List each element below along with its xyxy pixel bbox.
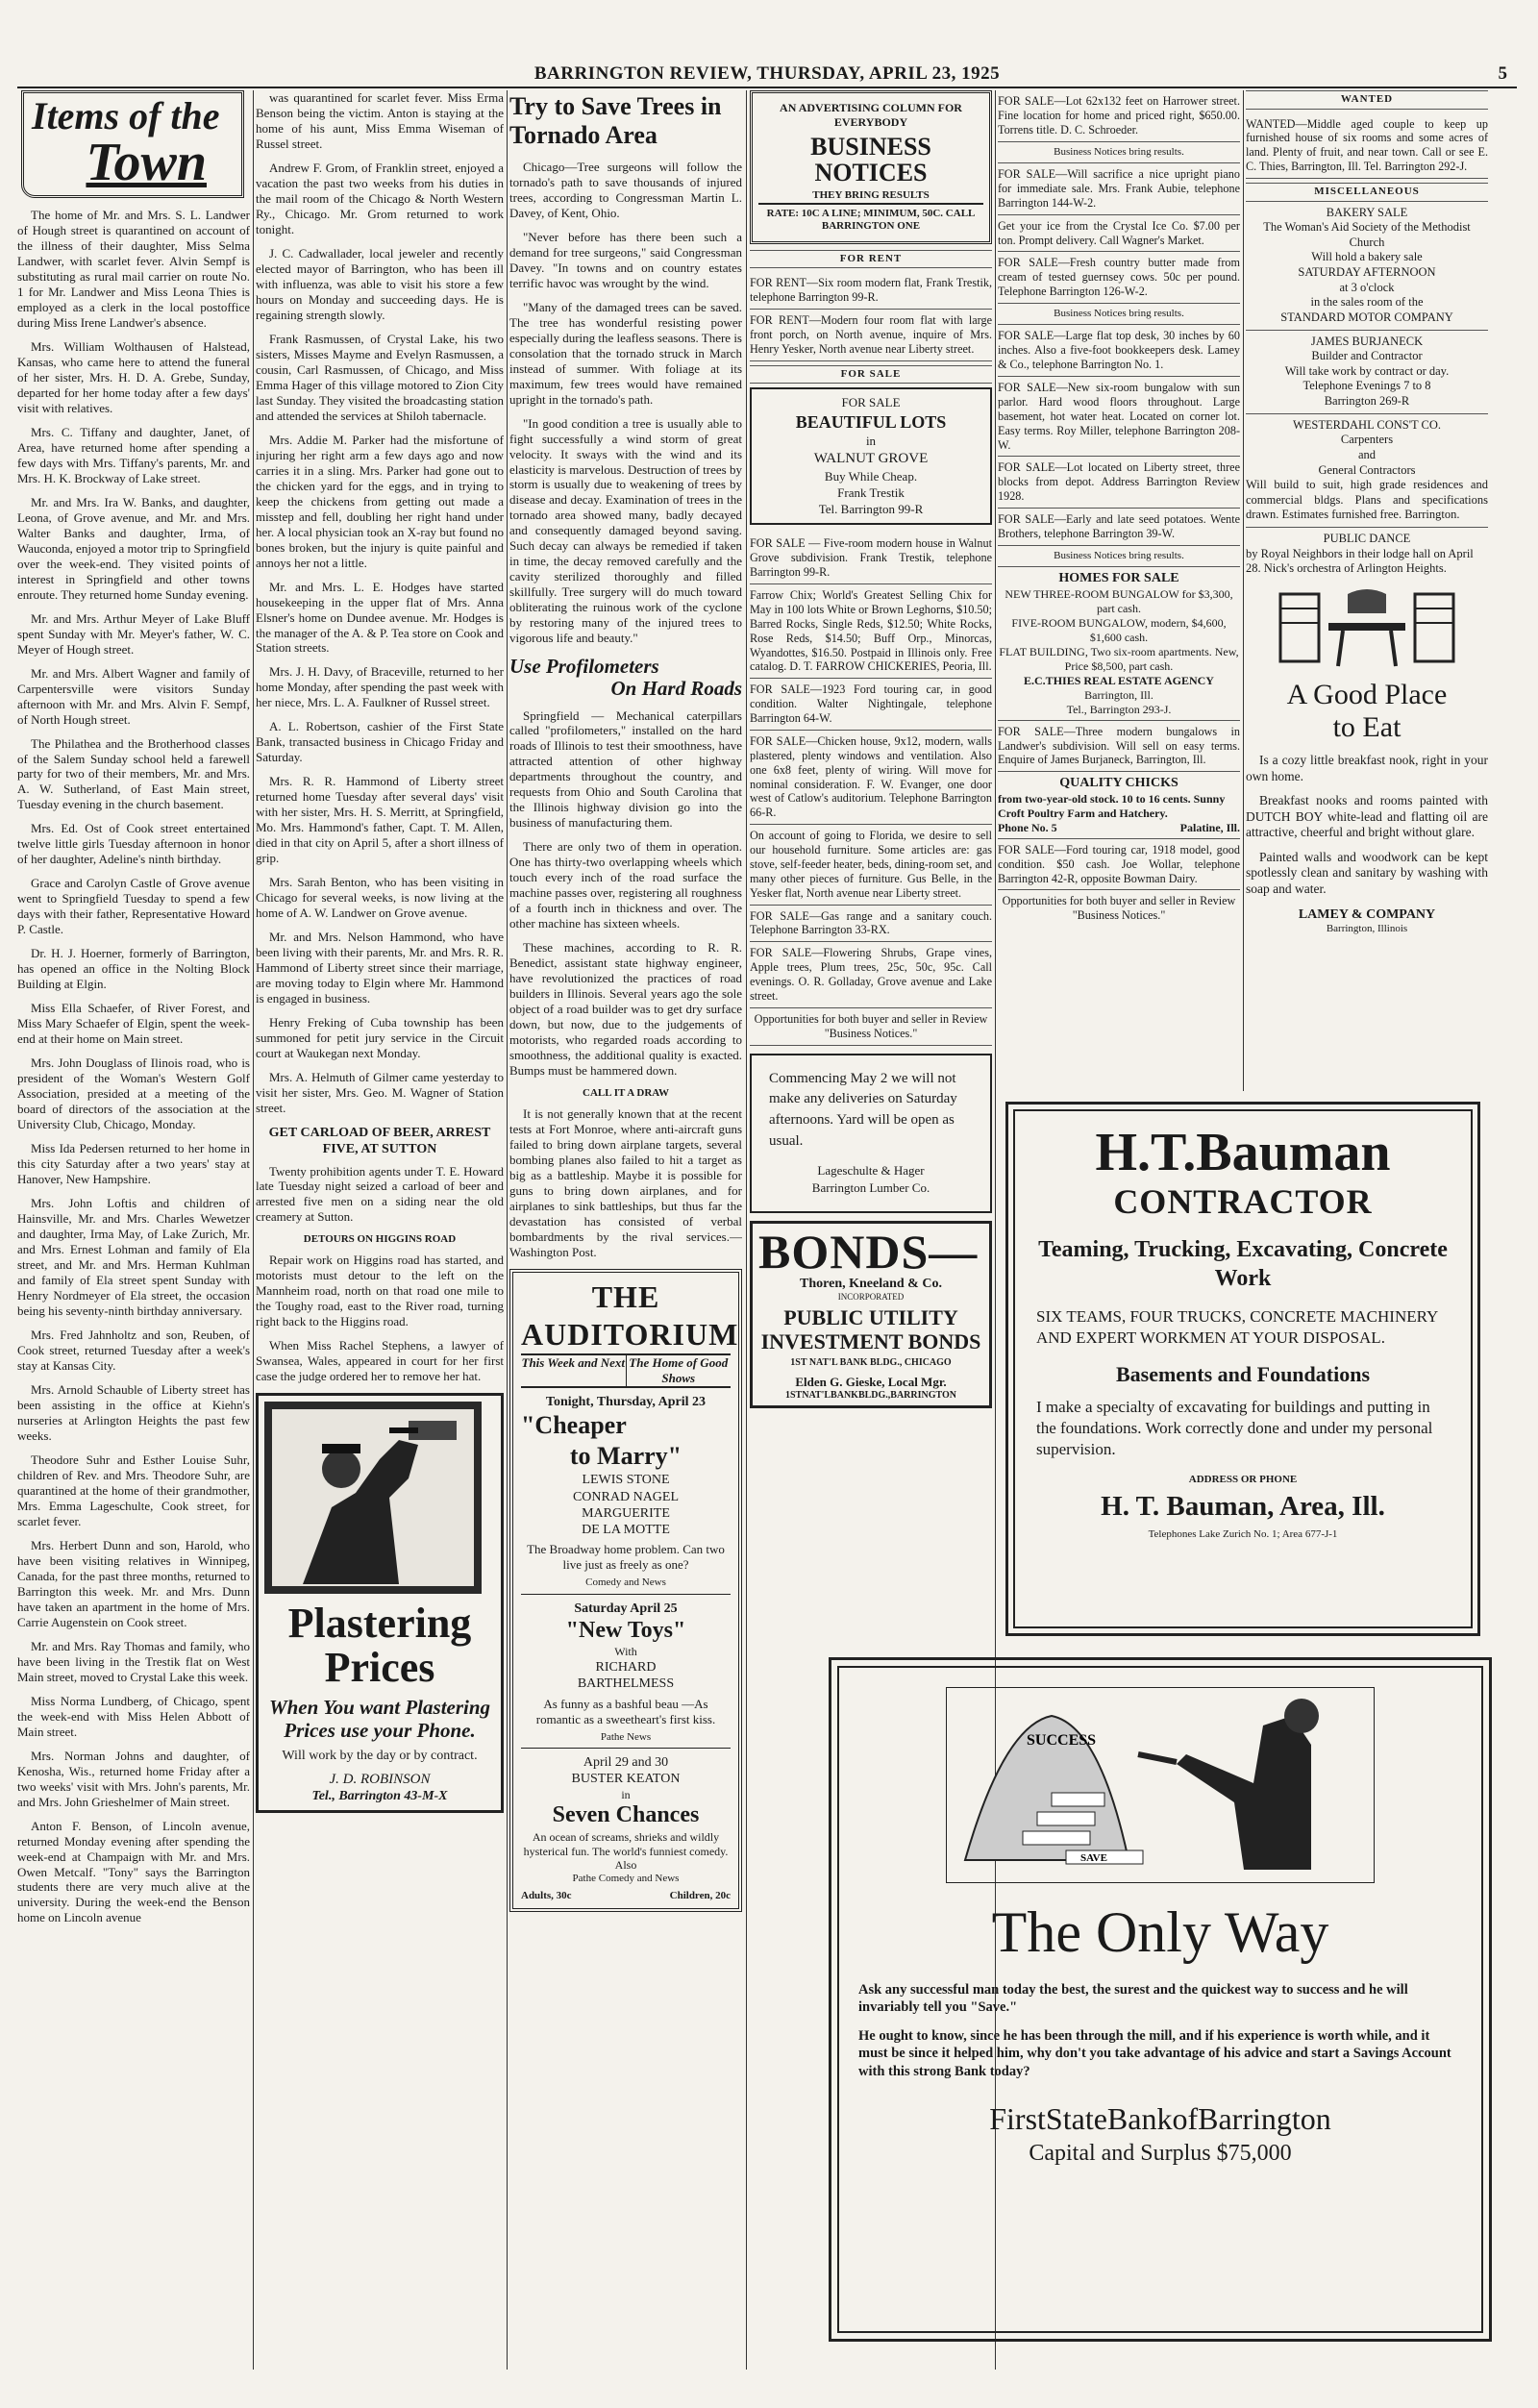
town-item: The home of Mr. and Mrs. S. L. Landwer of Hough street is quarantined on account of the illness of their daughter, Miss Selma Landwer, with scarlet fever. Alvin Sempf is substituting as rural mail carrier on route No. 1 for Mr. Landwer and Miss Leona Thies is employed as a clerk in the local postoffice during Miss Irene Landwer's absence. [17,208,250,330]
town-item: Mr. and Mrs. Ray Thomas and family, who have been living in the Trestik flat on West Main street, moved to Crystal Lake this week. [17,1638,250,1684]
classified-item: FOR SALE—Ford touring car, 1918 model, good condition. $50 cash. Joe Wollar, telephone Barrington 42-R, opposite Bowman Dairy. [998,839,1240,891]
results-note: Business Notices bring results. [998,546,1240,567]
show1-date: Tonight, Thursday, April 23 [545,1395,707,1410]
homes-for-sale-ad [998,567,1240,721]
lumber-sig2: Barrington Lumber Co. [811,1180,930,1196]
plasterer-name: J. D. ROBINSON [329,1771,431,1787]
for-sale-item: FOR SALE—1923 Ford touring car, in good condition. Walter Nightingale, telephone Barrington 64-W. [750,679,992,731]
walnut-grove-lots-ad [750,387,992,525]
jb-l5: Barrington 269-R [1324,394,1410,409]
town-item: Mrs. Ed. Ost of Cook street entertained twelve little girls Tuesday afternoon in honor of her daughter, Adeline's ninth birthday. [17,821,250,867]
masthead-title: BARRINGTON REVIEW, THURSDAY, APRIL 23, 1925 [533,63,1001,84]
bake-l4: SATURDAY AFTERNOON [1298,265,1436,280]
draw-text: It is not generally known that at the recent tests at Fort Monroe, where anti-aircraft guns failed to bring down airplane targets, several bombing planes also failed to hit a target as big as a battleship. Maybe it is possible for guns to bring down airplanes, and for airplanes to sink battleships, but thus far the devastation has consisted of verbal bombardments by the rival services.—Washington Post. [509,1105,742,1259]
bonds-addr: 1ST NAT'L BANK BLDG., CHICAGO [790,1356,952,1368]
dance-head: PUBLIC DANCE [1323,532,1411,546]
town-item: Anton F. Benson, of Lincoln avenue, returned Monday evening after spending the week-end at Champaign with Mr. and Mrs. Owen Metcalf. "Tony" says the Barrington students there are very much alive at the university. During the week-end the Benson home on Lincoln avenue [17,1818,250,1925]
chicks-phone: Phone No. 5 [998,820,1057,834]
show3-star: BUSTER KEATON [571,1772,681,1787]
town-item: Mrs. John Loftis and children of Hainsville, Mr. and Mrs. Charles Wewetzer and daughter, Irma May, of Lake Zurich, Mr. and Mrs. Ernest Lohman and family of Ela street, and Mr. and Mrs. Herman Kuhlman and family of Ela street spent Sunday with Henry Nordmeyer of Ela street, the occasion being his seventy-ninth birthday anniversary. [17,1196,250,1318]
local-item: Mrs. Addie M. Parker had the misfortune of injuring her right arm a few days ago and now carries it in a sling. Mrs. Parker had gone out to the chicken yard for the eggs, and in trying to keep the chickens from getting out made a misstep and fell, doubling her right hand under her. A local physician took an X-ray but found no bones broken, but the injury is quite painful and annoys her not a little. [256,432,504,570]
bonds-inc: INCORPORATED [837,1292,905,1303]
bauman-address: H. T. Bauman, Area, Ill. [1101,1491,1385,1523]
tornado-paragraph: "Never before has there been such a demand for tree surgeons," said Congressman Davey. "In towns and on country estates terrific havoc was wrought by the wind. [509,229,742,290]
classified-item: Get your ice from the Crystal Ice Co. $7.00 per ton. Prompt delivery. Call Wagner's Market. [998,215,1240,253]
bonds-ad [750,1221,992,1408]
homes-t1: NEW THREE-ROOM BUNGALOW for $3,300, part cash. [1005,586,1233,615]
lamey-sig: LAMEY & COMPANY [1298,906,1436,922]
bakery-sale-notice [1246,206,1488,331]
dance-text: by Royal Neighbors in their lodge hall on April 28. Nick's orchestra of Arlington Heights. [1246,546,1474,576]
wc-l3: and [1357,447,1377,461]
bauman-address-label: ADDRESS OR PHONE [1188,1474,1298,1486]
town-item: Mrs. John Douglass of Ilinois road, who is president of the Woman's Western Golf Association, presided at a meeting of the board of directors of the association at the University Club, Chicago, Monday. [17,1055,250,1132]
show3-desc: An ocean of screams, shrieks and wildly hysterical fun. The world's funniest comedy. Also [523,1829,729,1873]
homes-head: HOMES FOR SALE [1058,571,1179,586]
for-rent-label: FOR RENT [750,250,992,269]
plastering-sub: When You want Plastering Prices use your Phone. [268,1696,491,1743]
bonds-mgr: Elden G. Gieske, Local Mgr. [795,1375,947,1390]
local-item: Frank Rasmussen, of Crystal Lake, his two sisters, Misses Mayme and Evelyn Rasmussen, a cousin, Carl Rasmussen, of Chicago, and Miss Emma Hager of this village motored to Zion City last Sunday. They visited the broadcasting station and attended the services at Shiloh tabernacle. [256,331,504,423]
local-item: Henry Freking of Cuba township has been summoned for petit jury service in the Circuit court at Waukegan next Monday. [256,1015,504,1061]
bauman-contractor-ad [1005,1102,1480,1636]
for-sale-item: On account of going to Florida, we desire to sell our household furniture. Some articles are: gas stove, self-feeder heater, beds, dining-room set, and many other pieces of furniture. Gus Belle, in the Yesker flat, North avenue near Liberty street. [750,825,992,905]
business-notices-banner [750,90,992,244]
lamey-city: Barrington, Illinois [1326,922,1408,934]
local-item: Andrew F. Grom, of Franklin street, enjoyed a vacation the past two weeks from his duties in the mail room of the Chicago & North Western Ry., Chicago. Mr. Grom returned to work tonight. [256,160,504,236]
column-rule [746,90,747,2370]
town-item: Mrs. Norman Johns and daughter, of Kenosha, Wis., returned home Friday after a two weeks' visit with Mrs. John's parents, Mr. and Mrs. John Grieshelmer of Main street. [17,1748,250,1809]
good-place-h1: A Good Place [1286,678,1448,710]
results-note: Business Notices bring results. [998,142,1240,163]
plastering-ad [256,1393,504,1814]
lots-l5: Buy While Cheap. [824,468,918,484]
profilometer-paragraph: There are only two of them in operation. One has thirty-two overlapping wheels which touch every inch of the road surface the machine passes over, registering all roughness of a fourth inch in thickness and over. The other machine has sixteen wheels. [509,839,742,931]
classified-item: FOR SALE—New six-room bungalow with sun parlor. Hard wood floors throughout. Large basement, hot water heat. Located on corner lot. Easy terms. Roy Miller, telephone Barrington 208-W. [998,377,1240,457]
classified-item: FOR SALE—Lot 62x132 feet on Harrower street. Fine location for home and priced right, $650.00. Torrens title. D. C. Schroeder. [998,90,1240,142]
opportunities-note: Opportunities for both buyer and seller in Review "Business Notices." [750,1008,992,1046]
local-item: Mr. and Mrs. Nelson Hammond, who have been living with their parents, Mr. and Mrs. R. R. Hammond of Liberty street since their marriage, are moving today to Elgin where Mr. Hammond is engaged in business. [256,930,504,1006]
local-item: Mrs. Sarah Benton, who has been visiting in Chicago for several weeks, is now living at the home of A. W. Landwer on Grove avenue. [256,875,504,921]
jb-l4: Telephone Evenings 7 to 8 [1302,379,1431,393]
lots-l4: WALNUT GROVE [813,451,929,467]
logo-line1: Items of the [32,94,220,137]
auditorium-name: THE AUDITORIUM [521,1278,731,1356]
bake-l7: STANDARD MOTOR COMPANY [1280,310,1453,324]
bonds-title: BONDS— [758,1225,979,1279]
wc-l4: General Contractors [1318,462,1416,477]
town-item: Mrs. C. Tiffany and daughter, Janet, of Area, have returned home after spending a few days with Mrs. Tiffany's parents, Mr. and Mrs. H. K. Brockway of Lake street. [17,424,250,485]
column-rule [507,90,508,2370]
show3-extra: Pathe Comedy and News [572,1873,680,1885]
plastering-body: Will work by the day or by contract. [282,1749,478,1764]
good-place-p2: Breakfast nooks and rooms painted with DUTCH BOY white-lead and flatting oil are attractive, cheerful and bright without glare. [1246,793,1488,840]
town-item: Mrs. Herbert Dunn and son, Harold, who have been visiting relatives in Winnipeg, Canada, for the past three months, returned to Barrington this week. Mr. and Mrs. Dunn have taken an apartment in the home of Mrs. Carrie Augenstein on Cook street. [17,1537,250,1629]
bake-l5: at 3 o'clock [1339,280,1395,294]
only-way-title: The Only Way [991,1900,1329,1964]
draw-headline: CALL IT A DRAW [583,1087,669,1100]
homes-tel: Tel., Barrington 293-J. [1066,702,1172,716]
westerdahl-notice [1246,414,1488,528]
lots-l3: in [865,434,877,449]
lots-l7: Tel. Barrington 99-R [818,501,924,516]
classified-item: FOR SALE—Large flat top desk, 30 inches by 60 inches. Also a five-foot bookkeepers desk. Lamey & Co., telephone Barrington No. 1. [998,325,1240,377]
town-item: Theodore Suhr and Esther Louise Suhr, children of Rev. and Mrs. Theodore Suhr, are quarantined at the home of their grandmother, Mrs. Emma Lageschulte, Cook street, for scarlet fever. [17,1452,250,1528]
for-sale-item: FOR SALE—Gas range and a sanitary couch. Telephone Barrington 33-RX. [750,906,992,943]
opportunities-note: Opportunities for both buyer and seller in Review "Business Notices." [1002,894,1236,923]
column-items-of-the-town [17,90,250,2370]
success-staircase-illustration-icon [946,1687,1375,1883]
bauman-body: I make a specialty of excavating for buildings and putting in the foundations. Work correctly done and under my personal supervision. [1036,1397,1433,1459]
show2-desc: As funny as a bashful beau —As romantic as a sweetheart's first kiss. [535,1696,716,1726]
show2-with: With [614,1645,637,1659]
show3-date: April 29 and 30 [583,1755,669,1771]
town-item: The Philathea and the Brotherhood classes of the Salem Sunday school held a farewell party for two of their members, Mr. and Mrs. A. W. Sutherland, of East Main street, Tuesday evening in the church basement. [17,735,250,812]
items-of-the-town-logo [21,90,244,198]
town-item: Mrs. William Wolthausen of Halstead, Kansas, who came here to attend the funeral of her sister, Mrs. H. D. A. Grebe, Sunday, departed for her home today after a few days' visit with relatives. [17,338,250,415]
classified-item: FOR SALE—Lot located on Liberty street, three blocks from depot. Address Barrington Review 1928. [998,457,1240,509]
show1-title-a: "Cheaper [521,1411,627,1440]
auditorium-tag-right: The Home of Good Shows [629,1355,729,1386]
jb-l1: JAMES BURJANECK [1310,334,1424,348]
bauman-name: H.T.Bauman [1095,1123,1391,1182]
profilometer-story [509,708,742,1080]
first-state-bank-ad [829,1657,1492,2342]
chicks-place: Palatine, Ill. [1179,820,1240,834]
local-item: was quarantined for scarlet fever. Miss Erma Benson being the victim. Anton is staying at the home of his aunt, Miss Emma Wiseman of Russel street. [256,90,504,151]
bank-capital: Capital and Surplus $75,000 [1029,2140,1292,2166]
plasterer-illustration-icon [264,1402,482,1594]
beer-arrest-text: Twenty prohibition agents under T. E. Howard late Tuesday night seized a carload of beer and arrested five men on a siding near the old creamery at Sutton. [256,1163,504,1225]
stephens-text: When Miss Rachel Stephens, a lawyer of Swansea, Wales, appeared in court for her first case the judge ordered her to remove her hat. [256,1337,504,1383]
classified-item: FOR SALE—Will sacrifice a nice upright piano for immediate sale. Mrs. Frank Aubie, telephone Barrington 144-W-2. [998,163,1240,215]
wanted-label: WANTED [1246,90,1488,110]
breakfast-nook-icon [1271,584,1463,671]
bn-top: AN ADVERTISING COLUMN FOR EVERYBODY [780,101,962,129]
town-items-list [17,208,250,1925]
local-item: Mr. and Mrs. L. E. Hodges have started housekeeping in the upper flat of Mrs. Anna Elsner's home on Dundee avenue. Mr. Hodges is the manager of the A. & P. Tea store on Cook and Station streets. [256,579,504,656]
town-item: Mr. and Mrs. Ira W. Banks, and daughter, Leona, of Grove avenue, and Mr. and Mrs. Walter Banks and daughter, Irma, of Wauconda, enjoyed a motor trip to Springfield over the week-end. They visited points of interest in Springfield and other towns enroute. They returned home Sunday evening. [17,494,250,602]
column-rule [253,90,254,2370]
chicks-head: QUALITY CHICKS [1059,776,1178,791]
local-item: J. C. Cadwallader, local jeweler and recently elected mayor of Barrington, who has been ill with influenza, was able to visit his store a few hours on Monday and succeeding days. He is regaining strength slowly. [256,245,504,322]
admission-adults: Adults, 30c [521,1889,572,1901]
bank-para2: He ought to know, since he has been through the mill, and if his experience is worth while, and it must be since it helped him, why don't you take advantage of his advice and start a Savings Account with this strong Bank today? [858,2028,1451,2079]
for-sale-list [750,533,992,1007]
column-wanted-misc [1246,90,1488,1091]
town-item: Mrs. Fred Jahnholtz and son, Reuben, of Cook street, returned Tuesday after a week's stay at Kansas City. [17,1327,250,1373]
tornado-paragraph: "In good condition a tree is usually able to fight successfully a wind storm of great velocity. It sways with the wind and its elasticity is marvelous. Destruction of trees by storm is usually due to weakening of trees by disease and decay. Examination of trees in the tornado area showed many, badly decayed and consequently damaged beyond saving. Such decay can always be remedied if taken in time, the decay removed carefully and the cavity sterilized thoroughly and filled skillfully. Tree surgery will do much toward obliterating the ruinous work of the cyclone by restoring many of the injured trees to vigorous life and beauty." [509,415,742,646]
prices-title: Prices [324,1644,435,1692]
good-place-headline [1246,679,1488,745]
for-rent-item: FOR RENT—Modern four room flat with large front porch, on North avenue, inquire of Mrs. Henry Yesker, North avenue near Liberty street. [750,310,992,361]
tornado-story [509,160,742,647]
homes-t3: FLAT BUILDING, Two six-room apartments. New, Price $8,500, part cash. [999,644,1239,673]
profilometer-head2: On Hard Roads [610,677,742,701]
column-three [509,90,742,2370]
bauman-title: CONTRACTOR [1113,1181,1373,1221]
auditorium-ad [509,1269,742,1913]
misc-label: MISCELLANEOUS [1246,183,1488,202]
bonds-mgr-addr: 1STNAT'LBANKBLDG.,BARRINGTON [785,1390,956,1402]
bauman-basements: Basements and Foundations [1115,1361,1371,1386]
town-item: Miss Norma Lundberg, of Chicago, spent the week-end with Miss Helen Abbott of Main street. [17,1693,250,1739]
bake-l1: BAKERY SALE [1326,205,1408,219]
column-rule [1243,90,1244,1091]
for-sale-item: FOR SALE—Flowering Shrubs, Grape vines, Apple trees, Plum trees, 25c, 50c, 95c. Call evenings. O. R. Golladay, Grove avenue and Lake street. [750,942,992,1008]
bank-name: FirstStateBankofBarrington [989,2100,1331,2136]
bn-title: BUSINESS NOTICES [810,132,931,186]
local-items-list [256,90,504,1116]
for-sale-item: FOR SALE—Chicken house, 9x12, modern, walls plastered, plenty windows and ventilation. Also one 6x8 feet, plenty of wiring. Will move for nominal consideration. F. W. Evanger, one door west of Catlow's auditorium. Telephone Barrington 66-R. [750,731,992,825]
good-place-p3: Painted walls and woodwork can be kept spotlessly clean and sanitary by washing with soap and water. [1246,849,1488,897]
auditorium-tag-left: This Week and Next [521,1355,627,1386]
detour-text: Repair work on Higgins road has started, and motorists must detour to the left on the Mannheim road, north on that road one mile to the Toughy road, east to the River road, turning right back to the Higgins road. [256,1252,504,1328]
for-rent-list [750,272,992,360]
for-rent-item: FOR RENT—Six room modern flat, Frank Trestik, telephone Barrington 99-R. [750,272,992,310]
column-classifieds [998,90,1240,1091]
for-sale-item: Farrow Chix; World's Greatest Selling Chix for May in 100 lots White or Brown Leghorns, $10.50; Barred Rocks, Single Reds, $12.50; White Rocks, Rose Reds, $14.50; Buff Orp., Minorcas, Wyandottes, $16.50. Postpaid in Illinois only. Free catalog. D. T. FARROW CHICKERIES, Peoria, Ill. [750,584,992,679]
homes-t2: FIVE-ROOM BUNGALOW, modern, $4,600, $1,600 cash. [1011,615,1227,644]
town-item: Miss Ella Schaefer, of River Forest, and Miss Mary Schaefer of Elgin, spent the week-end at their home on Main street. [17,1001,250,1047]
wc-l2: Carpenters [1340,433,1394,447]
bonds-pu1: PUBLIC UTILITY [783,1305,958,1330]
lots-l6: Frank Trestik [837,484,905,500]
wc-l1: WESTERDAHL CONS'T CO. [1293,417,1441,432]
tornado-paragraph: "Many of the damaged trees can be saved. The tree has wonderful resisting power especially during the leafless seasons. There is consolation that the tornado struck in March instead of summer. With foliage at its maximum, few trees would have remained upright in the tornado's path. [509,299,742,407]
column-two [256,90,504,2370]
bn-rate: RATE: 10C A LINE; MINIMUM, 50C. CALL BARRINGTON ONE [758,203,983,234]
save-step-label: SAVE [1080,1852,1107,1864]
success-label: SUCCESS [1027,1732,1097,1749]
lots-l1: FOR SALE [841,395,901,410]
plastering-title: Plastering [287,1599,472,1647]
burjaneck-notice [1246,331,1488,414]
local-item: Mrs. R. R. Hammond of Liberty street returned home Tuesday after several days' visit with her sister, Mrs. H. S. Merritt, at Springfield, Mo. Mrs. Hammond's father, Capt. T. M. Allen, died in that city on April 5, after a short illness of grip. [256,774,504,866]
jb-l2: Builder and Contractor [1311,349,1423,363]
lots-l2: BEAUTIFUL LOTS [795,411,947,432]
show1-desc: The Broadway home problem. Can two live just as freely as one? [527,1542,725,1573]
town-item: Miss Ida Pedersen returned to her home in this city Saturday after a two years' stay at Hanover, New Hampshire. [17,1141,250,1187]
bauman-services: Teaming, Trucking, Excavating, Concrete Work [1038,1236,1448,1291]
bonds-firm: Thoren, Kneeland & Co. [800,1277,942,1292]
bauman-teams: SIX TEAMS, FOUR TRUCKS, CONCRETE MACHINERY AND EXPERT WORKMEN AT YOUR DISPOSAL. [1036,1306,1438,1347]
wanted-item: WANTED—Middle aged couple to keep up furnished house of six rooms and some acres of land. Plenty of fruit, and near town. Call or see E. C. Thies, Barrington, Ill. Tel. Barrington 292-J. [1246,113,1488,180]
lumber-notice-ad [750,1054,992,1214]
show2-star: RICHARD BARTHELMESS [577,1660,675,1692]
town-item: Grace and Carolyn Castle of Grove avenue went to Springfield Tuesday to spend a few days with their father, Representative Howard P. Castle. [17,876,250,937]
show2-date: Saturday April 25 [574,1601,678,1616]
show3-in: in [621,1787,631,1801]
show2-title: "New Toys" [565,1617,686,1643]
homes-city: Barrington, Ill. [1084,687,1154,702]
plasterer-tel: Tel., Barrington 43-M-X [311,1789,448,1804]
good-place-h2: to Eat [1332,711,1402,744]
town-item: Mr. and Mrs. Albert Wagner and family of Carpentersville were visitors Sunday afternoon with Mr. and Mrs. Alvin F. Sempf, of North Hough street. [17,665,250,727]
bake-l6: in the sales room of the [1310,295,1424,310]
for-sale-item: FOR SALE — Five-room modern house in Walnut Grove subdivision. Frank Trestik, telephone Barrington 99-R. [750,533,992,584]
classified-item: FOR SALE—Early and late seed potatoes. Wente Brothers, telephone Barrington 39-W. [998,509,1240,546]
lumber-sig1: Lageschulte & Hager [817,1162,925,1178]
tornado-paragraph: Chicago—Tree surgeons will follow the tornado's path to save thousands of injured trees, according to Congressman Martin L. Davey, of Kent, Ohio. [509,159,742,220]
page-number: 5 [1498,63,1507,84]
admission-children: Children, 20c [669,1889,731,1901]
quality-chicks-ad [998,772,1240,839]
chicks-text: from two-year-old stock. 10 to 16 cents. Sunny Croft Poultry Farm and Hatchery. [998,791,1226,820]
detour-headline: DETOURS ON HIGGINS ROAD [303,1233,457,1246]
bank-para1: Ask any successful man today the best, the surest and the quickest way to success and he will invariably tell you "Save." [858,1982,1408,2016]
profilometer-paragraph: Springfield — Mechanical caterpillars called "profilometers," installed on the hard roads of Illinois to test their smoothness, have attracted attention of other highway departments throughout the country, and requests from Ohio and South Carolina that the Illinois highway division go into the business of manufacturing them. [509,708,742,831]
show1-extra: Comedy and News [521,1576,731,1595]
results-note: Business Notices bring results. [998,304,1240,325]
bn-sub: THEY BRING RESULTS [812,189,930,202]
show3-title: Seven Chances [552,1802,700,1828]
masthead [17,60,1517,88]
beer-arrest-headline: GET CARLOAD OF BEER, ARREST FIVE, AT SUTTON [268,1126,491,1157]
good-place-p1: Is a cozy little breakfast nook, right in your own home. [1246,752,1488,783]
profilometer-paragraph: These machines, according to R. R. Benedict, assistant state highway engineer, have revolutionized the practices of road builders in Illinois. Several years ago the sole object of a road builder was to get dry surface down, but now, due to the judgements of motorists, who regarded roads according to smoothness, the additional quality is exacted. Bumps must be hammered down. [509,940,742,1079]
town-item: Mr. and Mrs. Arthur Meyer of Lake Bluff spent Sunday with Mr. Meyer's father, W. C. Meyer of Hough street. [17,610,250,657]
show1-cast: LEWIS STONE CONRAD NAGEL MARGUERITE DE LA MOTTE [572,1473,680,1537]
classified-item: FOR SALE—Fresh country butter made from cream of tested guernsey cows. 50c per pound. Telephone Barrington 126-W-2. [998,252,1240,304]
profilometer-head1: Use Profilometers [509,655,659,679]
local-item: Mrs. J. H. Davy, of Braceville, returned to her home Monday, after spending the past week with her niece, Mrs. L. A. Faulkner of Russel street. [256,664,504,710]
show2-extra: Pathe News [521,1731,731,1750]
town-item: Mrs. Arnold Schauble of Liberty street has been assisting in the office at Kiehn's nurseries at Arlington Heights the past few weeks. [17,1381,250,1443]
bake-l3: Will hold a bakery sale [1311,250,1423,264]
homes-agent: E.C.THIES REAL ESTATE AGENCY [1024,673,1214,687]
wc-l5: Will build to suit, high grade residences and commercial bldgs. Plans and specifications drawn. Estimates furnished free. Barrington. [1246,478,1488,522]
local-item: A. L. Robertson, cashier of the First State Bank, transacted business in Chicago Friday and Saturday. [256,719,504,765]
bake-l2: The Woman's Aid Society of the Methodist Church [1263,220,1471,249]
lumber-text: Commencing May 2 we will not make any deliveries on Saturday afternoons. Yard will be open as usual. [769,1070,957,1149]
for-sale-label: FOR SALE [750,365,992,385]
classified-item: FOR SALE—Three modern bungalows in Landwer's subdivision. Will sell on easy terms. Enquire of James Burjaneck, Barrington, Ill. [998,721,1240,773]
local-item: Mrs. A. Helmuth of Gilmer came yesterday to visit her sister, Mrs. Geo. M. Wagner of Station street. [256,1070,504,1116]
jb-l3: Will take work by contract or day. [1284,363,1450,378]
bonds-pu2: INVESTMENT BONDS [760,1328,981,1353]
bauman-telephones: Telephones Lake Zurich No. 1; Area 677-J-1 [1148,1528,1338,1541]
show1-title-b: to Marry" [569,1442,682,1471]
profilometer-headline [509,656,742,700]
tornado-trees-headline: Try to Save Trees in Tornado Area [509,92,722,149]
logo-line2: Town [86,133,207,192]
town-item: Dr. H. J. Hoerner, formerly of Barrington, has opened an office in the Nolting Block Building at Elgin. [17,946,250,992]
public-dance-notice [1246,528,1488,581]
